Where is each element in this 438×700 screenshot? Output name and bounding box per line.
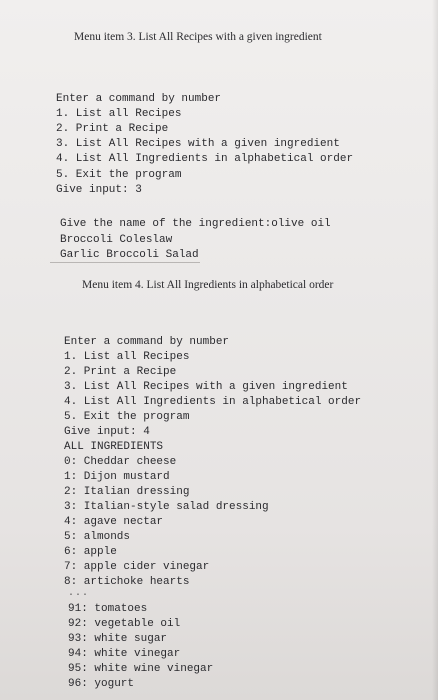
heading-menu-item-4: Menu item 4. List All Ingredients in alphabetical order	[82, 279, 334, 291]
console-line: 6: apple	[64, 546, 117, 558]
console-line: 1. List all Recipes	[56, 108, 182, 120]
console-line: Broccoli Coleslaw	[60, 234, 173, 246]
console-line: 2. Print a Recipe	[64, 366, 177, 378]
console-line: 94: white vinegar	[68, 648, 181, 660]
console-line: 3. List All Recipes with a given ingredient	[64, 381, 348, 393]
ellipsis: ...	[68, 588, 90, 599]
console-line: 7: apple cider vinegar	[64, 561, 210, 573]
console-line: 5: almonds	[64, 531, 131, 543]
heading-menu-item-3: Menu item 3. List All Recipes with a given ingredient	[74, 31, 322, 43]
console-line: 3: Italian-style salad dressing	[64, 501, 269, 513]
console-line: 5. Exit the program	[64, 411, 190, 423]
console-line: Give the name of the ingredient:olive oil	[60, 218, 331, 230]
console-line: Give input: 4	[64, 426, 150, 438]
console-line: 5. Exit the program	[56, 169, 182, 181]
console-line: 91: tomatoes	[68, 603, 148, 615]
console-line: 93: white sugar	[68, 633, 168, 645]
console-line: 92: vegetable oil	[68, 618, 181, 630]
console-line: Give input: 3	[56, 184, 142, 196]
console-line: Enter a command by number	[64, 336, 230, 348]
console-line: 2. Print a Recipe	[56, 123, 169, 135]
page-shadow-edge	[432, 0, 438, 700]
console-line: 3. List All Recipes with a given ingredient	[56, 138, 340, 150]
console-line: 4: agave nectar	[64, 516, 164, 528]
console-line: Enter a command by number	[56, 93, 222, 105]
console-line: 4. List All Ingredients in alphabetical order	[64, 396, 362, 408]
console-line: 1. List all Recipes	[64, 351, 190, 363]
console-line: ALL INGREDIENTS	[64, 441, 164, 453]
console-line: 0: Cheddar cheese	[64, 456, 177, 468]
console-line: 4. List All Ingredients in alphabetical order	[56, 153, 354, 165]
console-line: 96: yogurt	[68, 678, 135, 690]
console-line: 95: white wine vinegar	[68, 663, 214, 675]
console-line: 2: Italian dressing	[64, 486, 190, 498]
console-line: Garlic Broccoli Salad	[60, 249, 199, 261]
console-line: 8: artichoke hearts	[64, 576, 190, 588]
console-line: 1: Dijon mustard	[64, 471, 170, 483]
separator-line	[50, 262, 200, 263]
